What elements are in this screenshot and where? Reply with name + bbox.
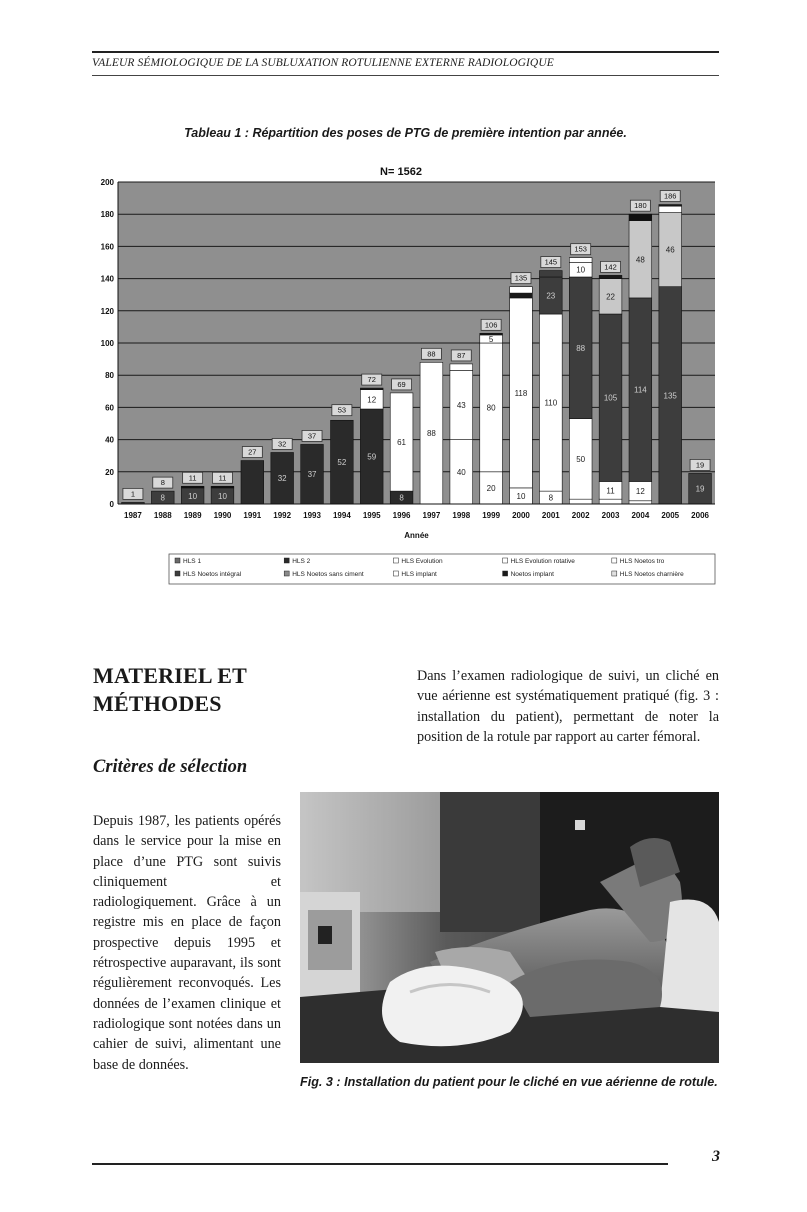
bar-segment — [360, 388, 383, 390]
x-axis-label: Année — [404, 531, 429, 540]
bar-segment — [211, 486, 234, 488]
segment-label: 80 — [486, 403, 496, 413]
segment-label: 23 — [546, 291, 556, 301]
total-label: 27 — [248, 447, 257, 457]
segment-label: 135 — [663, 391, 677, 401]
total-label: 8 — [160, 478, 165, 488]
y-tick-label: 140 — [100, 274, 114, 284]
x-tick-label: 1993 — [303, 511, 321, 520]
segment-label: 59 — [367, 452, 377, 462]
y-tick-label: 200 — [100, 178, 114, 187]
legend-label: HLS Noetos charnière — [619, 571, 684, 578]
total-label: 11 — [188, 473, 197, 483]
paragraph-right: Dans l’examen radiologique de suivi, un cliché en vue aérienne est systématiquement pratiqué (fig. 3 : installation du patient), permettant de noter la position de la rotule par rapport au carter fémoral. — [417, 668, 719, 745]
legend-label: HLS Noetos sans ciment — [292, 571, 364, 578]
segment-label: 88 — [576, 343, 586, 353]
segment-label: 10 — [576, 265, 586, 275]
total-label: 19 — [695, 460, 705, 470]
x-tick-label: 1988 — [153, 511, 172, 520]
y-tick-label: 60 — [105, 403, 114, 413]
segment-label: 105 — [603, 393, 618, 403]
x-tick-label: 1989 — [183, 511, 202, 520]
legend-swatch — [284, 558, 289, 563]
bar-segment — [241, 461, 264, 504]
x-tick-label: 2005 — [661, 511, 680, 520]
page-number: 3 — [712, 1148, 720, 1165]
total-label: 53 — [337, 405, 347, 415]
running-title: VALEUR SÉMIOLOGIQUE DE LA SUBLUXATION ROTULIENNE EXTERNE RADIOLOGIQUE — [92, 57, 554, 69]
bar-segment — [510, 293, 533, 298]
total-label: 1 — [130, 489, 136, 499]
total-label: 72 — [367, 375, 376, 385]
segment-label: 50 — [576, 454, 586, 464]
bar-segment — [599, 499, 622, 504]
figure-caption: Fig. 3 : Installation du patient pour le cliché en vue aérienne de rotule. — [300, 1075, 718, 1089]
legend-swatch — [284, 571, 289, 576]
segment-label: 12 — [367, 395, 377, 405]
legend-label: HLS Noetos intégral — [183, 571, 242, 578]
y-tick-label: 120 — [100, 306, 114, 316]
bar-segment — [539, 271, 562, 277]
total-label: 186 — [663, 191, 677, 201]
segment-label: 12 — [635, 487, 645, 497]
header-rule-bottom — [92, 75, 719, 76]
x-tick-label: 1987 — [124, 511, 142, 520]
y-tick-label: 160 — [100, 242, 114, 252]
bar-segment — [569, 499, 592, 504]
segment-label: 20 — [486, 483, 496, 493]
segment-label: 37 — [307, 470, 317, 480]
segment-label: 8 — [548, 493, 554, 503]
table-caption: Tableau 1 : Répartition des poses de PTG de première intention par année. — [184, 126, 627, 140]
bar-segment — [480, 333, 503, 335]
segment-label: 52 — [337, 458, 347, 468]
segment-label: 10 — [218, 491, 227, 501]
x-tick-label: 2004 — [631, 511, 650, 520]
segment-label: 10 — [188, 491, 198, 501]
section-title — [93, 662, 393, 718]
segment-label: 46 — [665, 245, 675, 255]
section-title-line-2: MÉTHODES — [93, 691, 222, 716]
x-tick-label: 2001 — [541, 511, 560, 520]
segment-label: 110 — [544, 398, 558, 408]
legend-label: HLS Evolution rotative — [510, 558, 575, 565]
segment-label: 32 — [277, 474, 287, 484]
legend-swatch — [393, 558, 398, 563]
segment-label: 40 — [456, 467, 466, 477]
legend-label: Noetos implant — [510, 571, 554, 578]
total-label: 88 — [427, 349, 436, 359]
legend-swatch — [175, 571, 180, 576]
segment-label: 22 — [606, 292, 615, 302]
bar-segment — [659, 205, 682, 207]
segment-label: 118 — [514, 388, 528, 398]
x-tick-label: 1990 — [213, 511, 232, 520]
segment-label: 88 — [426, 429, 436, 439]
y-tick-label: 80 — [105, 371, 114, 381]
segment-label: 61 — [397, 438, 407, 448]
legend-swatch — [503, 571, 508, 576]
total-label: 106 — [484, 320, 498, 330]
segment-label: 8 — [160, 493, 166, 503]
bar-chart — [92, 160, 719, 590]
x-tick-label: 2003 — [601, 511, 620, 520]
legend-label: HLS 1 — [183, 558, 202, 565]
subsection-title: Critères de sélection — [93, 757, 248, 777]
y-tick-label: 0 — [109, 500, 114, 509]
legend-label: HLS Noetos tro — [619, 558, 665, 565]
bar-segment — [599, 275, 622, 278]
bar-segment — [181, 486, 204, 488]
x-tick-label: 1994 — [332, 511, 351, 520]
legend-label: HLS Evolution — [401, 558, 443, 565]
header-rule — [92, 51, 719, 53]
total-label: 142 — [604, 262, 617, 272]
legend-swatch — [612, 571, 617, 576]
segment-label: 43 — [456, 400, 466, 410]
segment-label: 5 — [488, 334, 494, 344]
total-label: 11 — [218, 473, 227, 483]
x-tick-label: 1997 — [422, 511, 441, 520]
x-tick-label: 2000 — [512, 511, 530, 520]
total-label: 37 — [307, 431, 317, 441]
total-label: 32 — [278, 439, 287, 449]
segment-label: 8 — [399, 493, 404, 503]
segment-label: 19 — [695, 484, 705, 494]
segment-label: 11 — [606, 486, 615, 496]
bar-segment — [659, 206, 682, 212]
x-tick-label: 1992 — [273, 511, 292, 520]
x-tick-label: 1991 — [243, 511, 262, 520]
legend-swatch — [503, 558, 508, 563]
x-tick-label: 2006 — [691, 511, 709, 520]
total-label: 87 — [457, 350, 466, 360]
chart-title: N= 1562 — [380, 166, 422, 178]
legend-swatch — [175, 558, 180, 563]
y-tick-label: 100 — [100, 339, 114, 348]
patient-installation-photo — [300, 792, 719, 1063]
bar-segment — [510, 287, 533, 293]
x-tick-label: 2002 — [571, 511, 590, 520]
bar-segment — [629, 214, 652, 220]
chart-canvas — [92, 160, 719, 590]
segment-label: 48 — [635, 255, 645, 265]
section-title-line-1: MATERIEL ET — [93, 663, 247, 688]
legend-swatch — [393, 571, 398, 576]
y-tick-label: 20 — [105, 467, 114, 477]
y-tick-label: 180 — [100, 210, 114, 220]
footer-rule — [92, 1163, 668, 1165]
total-label: 145 — [544, 257, 558, 267]
total-label: 153 — [574, 244, 587, 254]
bar-segment — [450, 364, 473, 370]
x-tick-label: 1995 — [362, 511, 381, 520]
x-tick-label: 1998 — [452, 511, 471, 520]
total-label: 69 — [397, 379, 406, 389]
bar-segment — [569, 258, 592, 263]
total-label: 180 — [634, 201, 647, 211]
x-tick-label: 1996 — [392, 511, 411, 520]
segment-label: 114 — [633, 385, 647, 395]
y-tick-label: 40 — [105, 435, 114, 445]
legend-label: HLS implant — [401, 571, 437, 578]
total-label: 135 — [514, 273, 528, 283]
paragraph-left: Depuis 1987, les patients opérés dans le service pour la mise en place d’une PTG sont suivis cliniquement et radiologiquement. Grâce à un registre mis en place de façon prospective depuis 1995 et rétrospective auparavant, ils sont régulièrement reconvoqués. Les données de l’examen clinique et radiologique sont notées dans un cahier de suivi, alimentant une base de données. — [93, 813, 281, 1073]
legend-swatch — [612, 558, 617, 563]
legend-label: HLS 2 — [292, 558, 311, 565]
segment-label: 10 — [516, 491, 526, 501]
x-tick-label: 1999 — [482, 511, 501, 520]
